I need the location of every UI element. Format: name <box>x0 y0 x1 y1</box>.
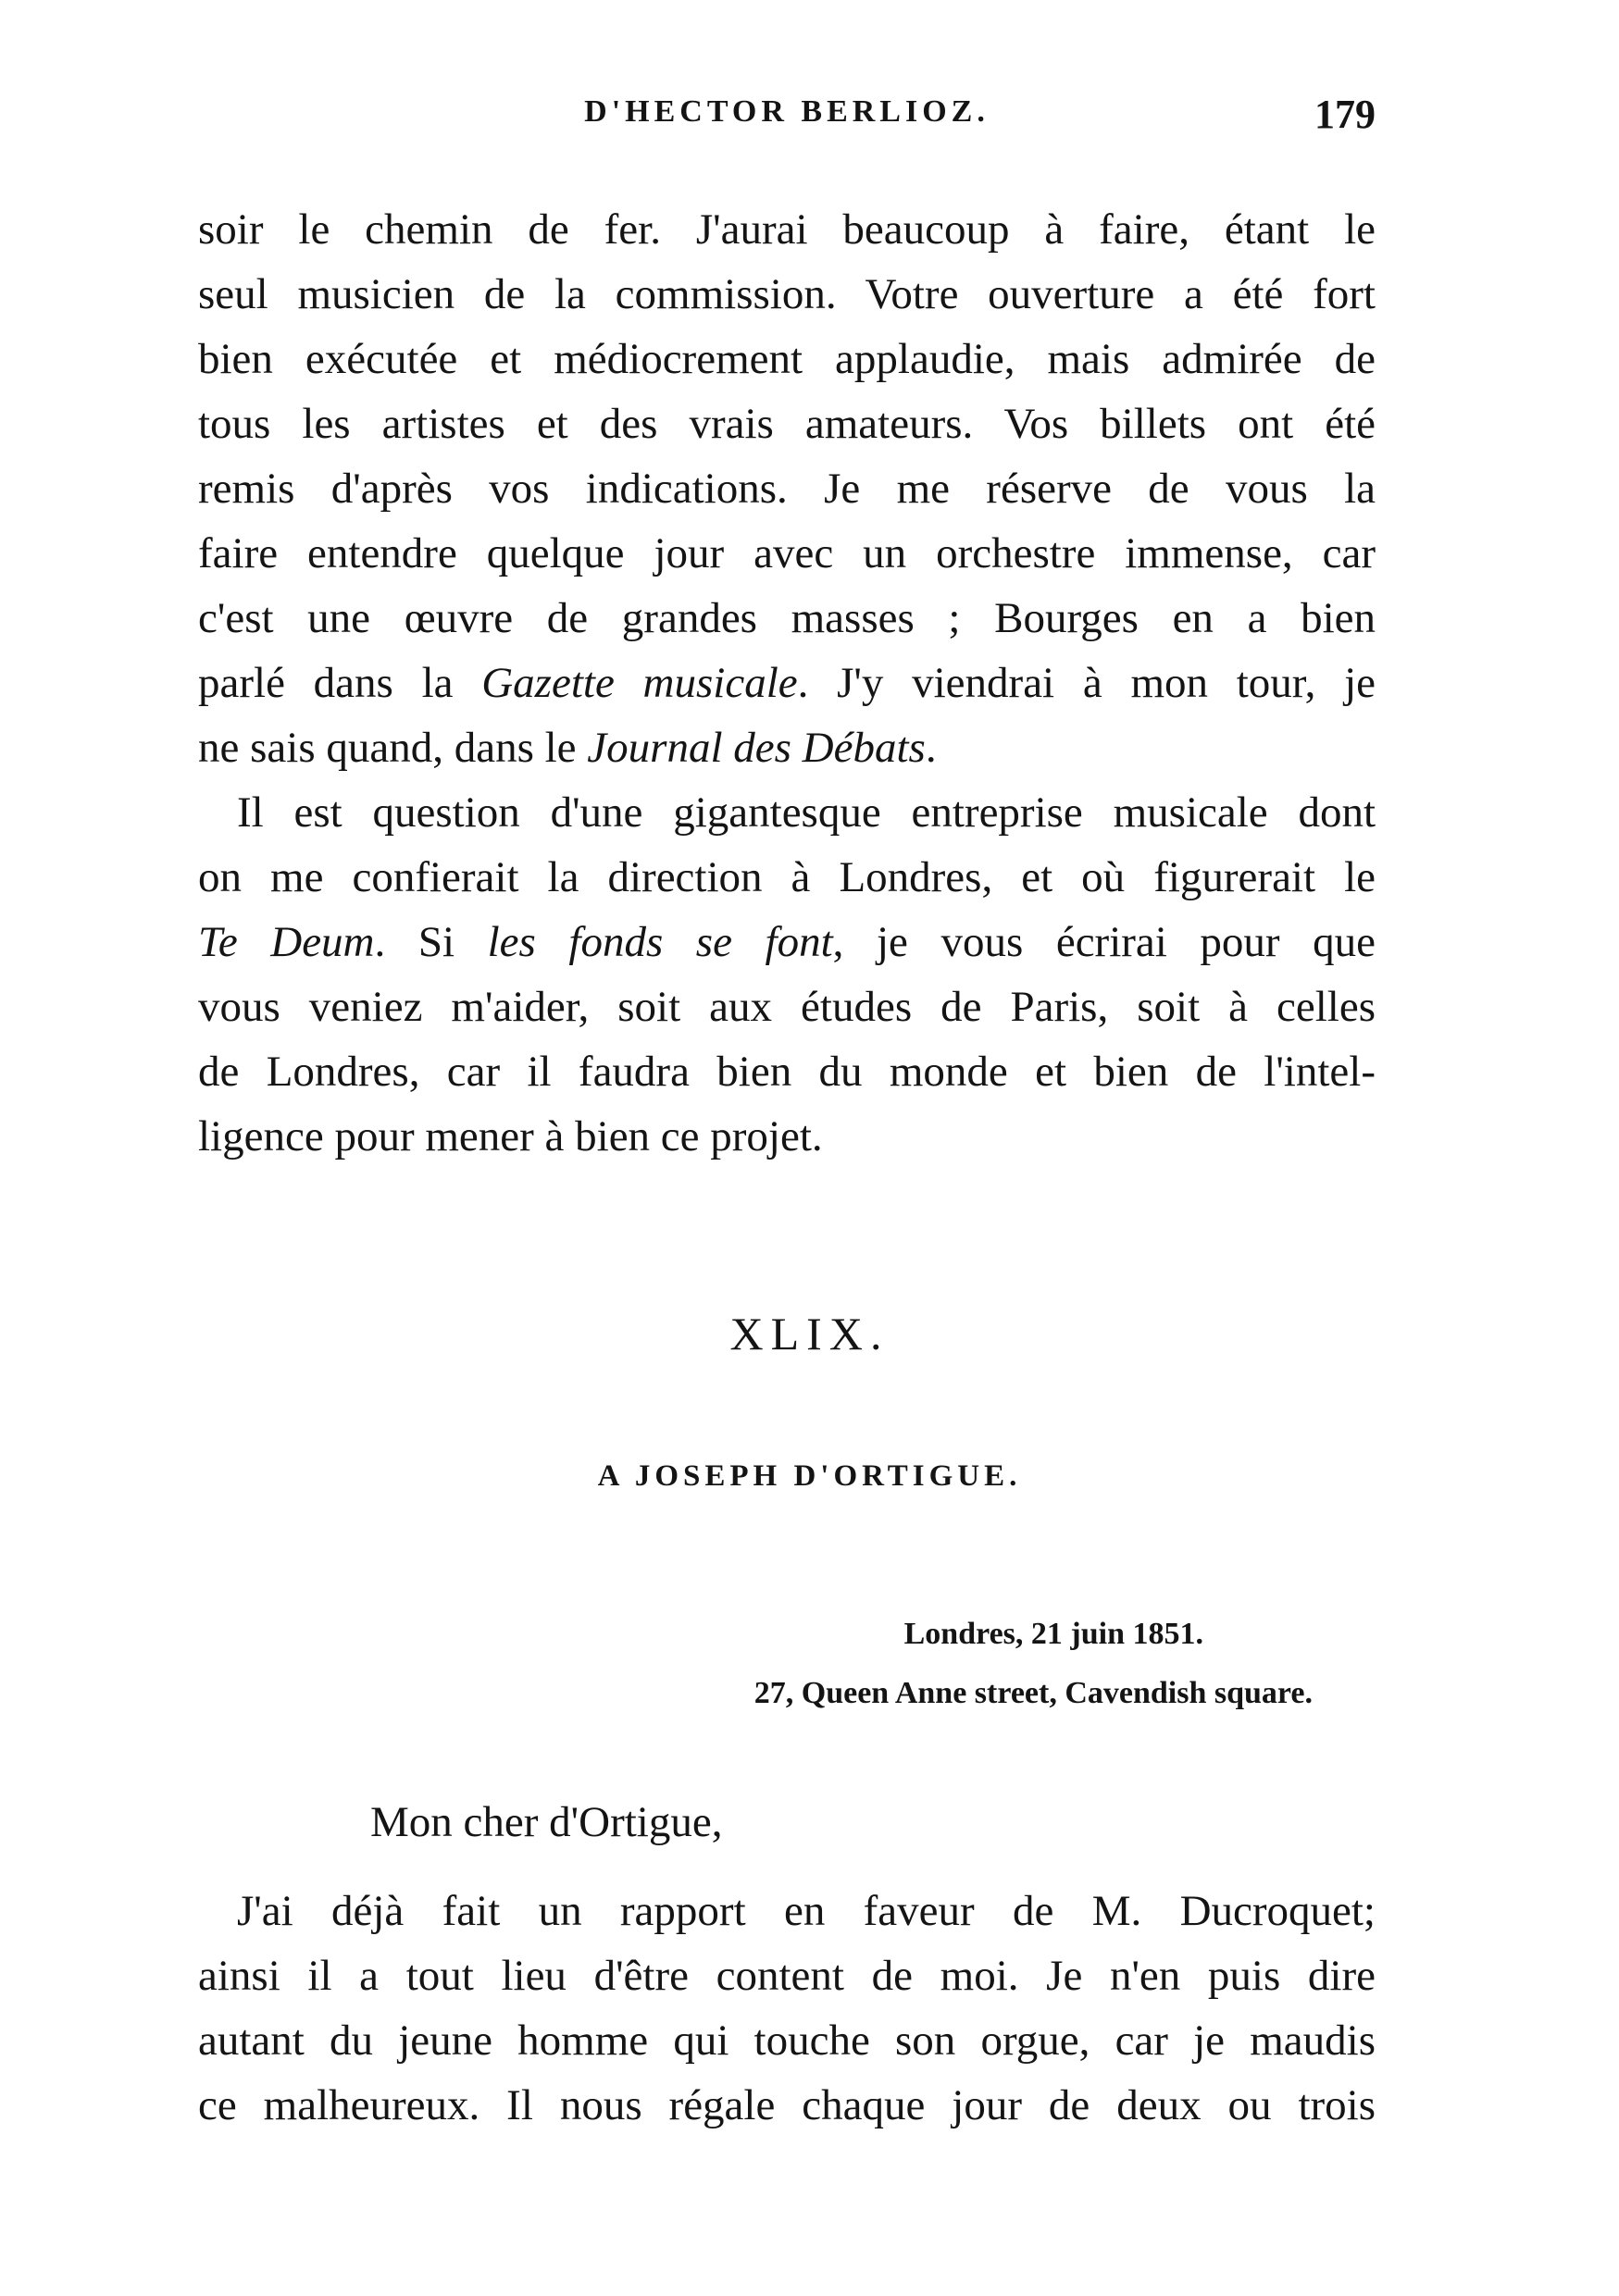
letter-address: 27, Queen Anne street, Cavendish square. <box>753 1676 1313 1710</box>
text-line: ligence pour mener à bien ce projet. <box>198 1112 823 1160</box>
text-line: seul musicien de la commission. Votre ouverture a été fort <box>198 270 1376 318</box>
text-line: vous veniez m'aider, soit aux études de Paris, soit à celles <box>198 983 1376 1031</box>
text-line: Te Deum. Si les fonds se font, je vous écrirai pour que <box>198 918 1376 966</box>
text-line: remis d'après vos indications. Je me réserve de vous la <box>198 465 1376 513</box>
text-line: autant du jeune homme qui touche son orgue, car je maudis <box>198 2017 1376 2065</box>
text-line: c'est une œuvre de grandes masses ; Bourges en a bien <box>198 594 1376 642</box>
text-line: bien exécutée et médiocrement applaudie, mais admirée de <box>198 335 1376 383</box>
text-line: parlé dans la Gazette musicale. J'y viendrai à mon tour, je <box>198 659 1376 707</box>
text-line: J'ai déjà fait un rapport en faveur de M. Ducroquet; <box>237 1887 1376 1935</box>
letter-number: XLIX. <box>729 1308 890 1359</box>
page-number: 179 <box>1314 92 1376 137</box>
text-line: ne sais quand, dans le Journal des Débats. <box>198 724 937 772</box>
letter-date: Londres, 21 juin 1851. <box>903 1617 1203 1651</box>
letter-addressee: A JOSEPH D'ORTIGUE. <box>597 1459 1022 1493</box>
italic-title: Gazette musicale <box>481 659 798 707</box>
text-line: Il est question d'une gigantesque entreprise musicale dont <box>237 788 1376 837</box>
italic-phrase: les fonds se font <box>487 918 833 966</box>
running-title: D'HECTOR BERLIOZ. <box>584 94 990 129</box>
text-line: de Londres, car il faudra bien du monde et bien de l'intel- <box>198 1048 1376 1096</box>
salutation: Mon cher d'Ortigue, <box>370 1798 723 1846</box>
text-line: soir le chemin de fer. J'aurai beaucoup à faire, étant le <box>198 205 1376 254</box>
text-line: faire entendre quelque jour avec un orchestre immense, car <box>198 529 1376 577</box>
text-line: tous les artistes et des vrais amateurs. Vos billets ont été <box>198 400 1376 448</box>
text-line: ainsi il a tout lieu d'être content de moi. Je n'en puis dire <box>198 1952 1376 2000</box>
italic-title: Journal des Débats <box>587 724 926 772</box>
italic-title: Te Deum <box>198 918 375 966</box>
text-line: ce malheureux. Il nous régale chaque jour de deux ou trois <box>198 2081 1376 2129</box>
text-line: on me confierait la direction à Londres, et où figurerait le <box>198 853 1376 901</box>
page-header <box>198 91 1376 146</box>
